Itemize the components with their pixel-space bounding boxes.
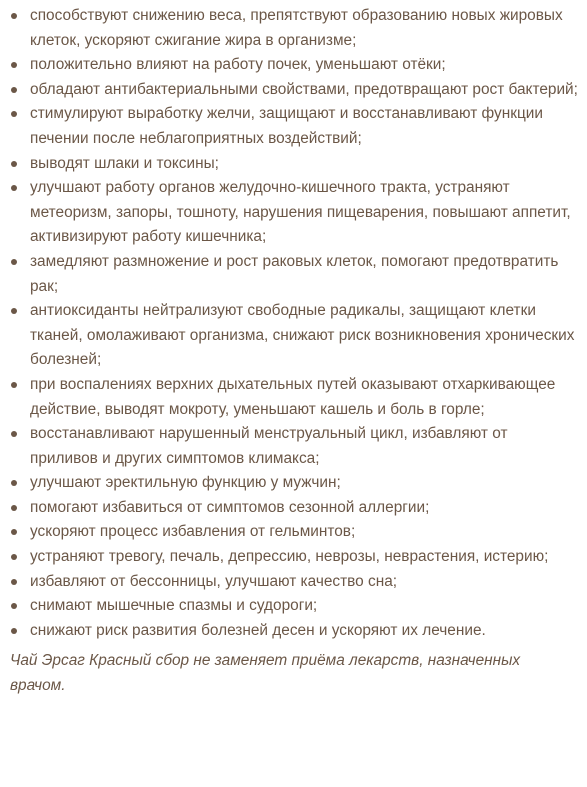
bullet-icon — [11, 308, 17, 314]
list-item-text: снижают риск развития болезней десен и ускоряют их лечение. — [30, 621, 486, 639]
disclaimer-note: Чай Эрсаг Красный сбор не заменяет приёма лекарств, назначенных врачом. — [10, 652, 521, 695]
list-item-text: выводят шлаки и токсины; — [30, 154, 219, 172]
list-item — [9, 422, 579, 471]
bullet-icon — [11, 62, 17, 68]
list-item — [9, 4, 579, 53]
list-item-text: помогают избавиться от симптомов сезонной аллергии; — [30, 498, 430, 516]
list-item — [9, 570, 579, 595]
list-item — [9, 78, 579, 103]
list-item — [9, 102, 579, 151]
list-item-text: способствуют снижению веса, препятствуют образованию новых жировых клеток, ускоряют сжигание жира в организме; — [30, 7, 563, 49]
bullet-icon — [11, 431, 17, 437]
list-item-text: стимулируют выработку желчи, защищают и восстанавливают функции печении после неблагоприятных воздействий; — [30, 105, 543, 147]
list-item — [9, 299, 579, 373]
bullet-icon — [11, 185, 17, 191]
list-item-text: ускоряют процесс избавления от гельминтов; — [30, 523, 356, 541]
list-item-text: обладают антибактериальными свойствами, предотвращают рост бактерий; — [30, 80, 578, 98]
bullet-icon — [11, 161, 17, 167]
list-item-text: улучшают работу органов желудочно-кишечного тракта, устраняют метеоризм, запоры, тошноту, нарушения пищеварения, повышают аппетит, активизируют работу кишечника; — [30, 179, 571, 246]
bullet-icon — [11, 87, 17, 93]
bullet-icon — [11, 13, 17, 19]
list-item — [9, 152, 579, 177]
bullet-icon — [11, 603, 17, 609]
list-item — [9, 545, 579, 570]
list-item-text: устраняют тревогу, печаль, депрессию, неврозы, неврастения, истерию; — [30, 548, 549, 566]
list-item — [9, 496, 579, 521]
list-item — [9, 176, 579, 250]
list-item-text: снимают мышечные спазмы и судороги; — [30, 597, 318, 615]
list-item — [9, 471, 579, 496]
list-item-text: антиоксиданты нейтрализуют свободные радикалы, защищают клетки тканей, омолаживают организма, снижают риск возникновения хронических болезней; — [30, 302, 575, 369]
list-item — [9, 520, 579, 545]
bullet-icon — [11, 111, 17, 117]
list-item — [9, 594, 579, 619]
bullet-icon — [11, 529, 17, 535]
list-item-text: положительно влияют на работу почек, уменьшают отёки; — [30, 56, 446, 74]
list-item-text: улучшают эректильную функцию у мужчин; — [30, 474, 341, 492]
list-item-text: восстанавливают нарушенный менструальный цикл, избавляют от приливов и других симптомов климакса; — [30, 425, 508, 467]
list-item — [9, 373, 579, 422]
list-item-text: избавляют от бессонницы, улучшают качество сна; — [30, 572, 398, 590]
list-item — [9, 53, 579, 78]
list-item — [9, 619, 579, 644]
bullet-icon — [11, 259, 17, 265]
list-item — [9, 250, 579, 299]
bullet-icon — [11, 480, 17, 486]
bullet-icon — [11, 382, 17, 388]
bullet-icon — [11, 554, 17, 560]
bullet-icon — [11, 628, 17, 634]
list-item-text: замедляют размножение и рост раковых клеток, помогают предотвратить рак; — [30, 252, 559, 295]
benefits-list — [9, 4, 579, 643]
bullet-icon — [11, 579, 17, 585]
list-item-text: при воспалениях верхних дыхательных путей оказывают отхаркивающее действие, выводят мокроту, уменьшают кашель и боль в горле; — [30, 375, 556, 418]
bullet-icon — [11, 505, 17, 511]
